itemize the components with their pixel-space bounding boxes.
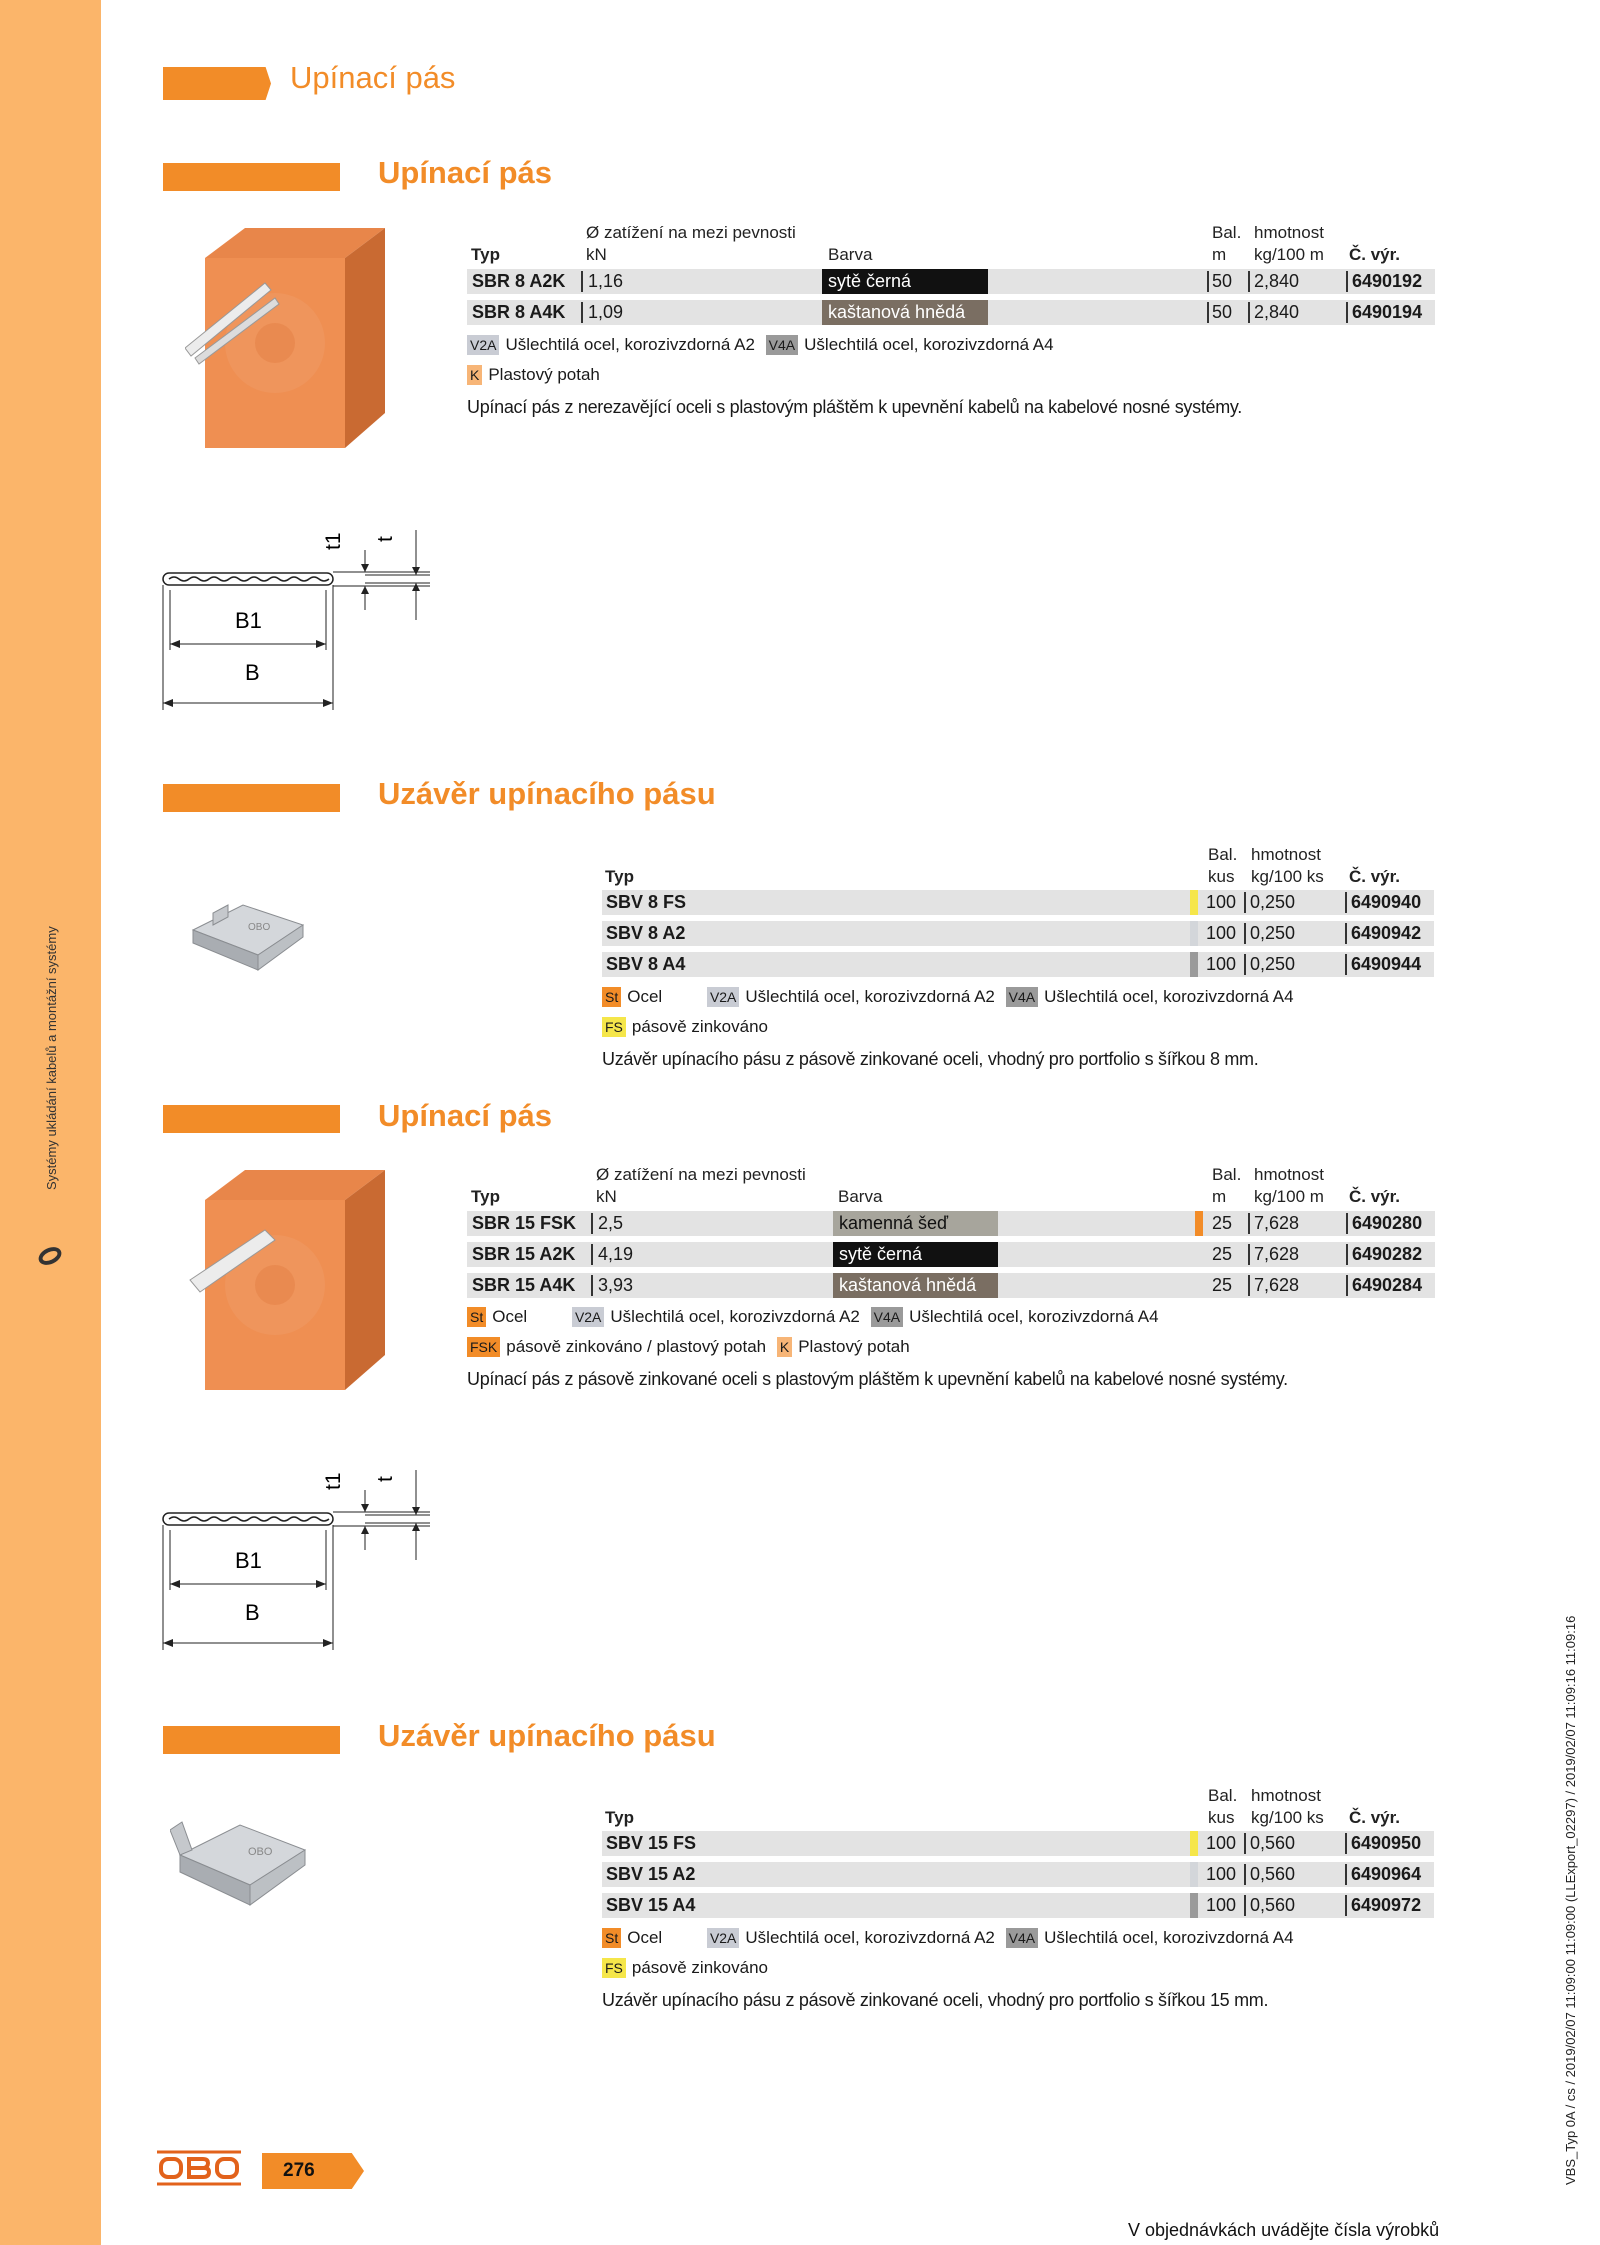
- hdr-weight: hmotnost: [1251, 845, 1321, 864]
- table-row: [467, 1242, 1435, 1267]
- badge-v4a: V4A: [766, 335, 798, 355]
- hdr-art: Č. výr.: [1349, 245, 1401, 264]
- hdr-kg: kg/100 m: [1254, 245, 1324, 264]
- section-bar: [163, 1726, 340, 1754]
- color-band: sytě černá: [833, 1242, 998, 1267]
- row-article: 6490280: [1352, 1213, 1423, 1233]
- section-bar: [163, 163, 340, 191]
- hdr-kus: kus: [1208, 867, 1235, 886]
- row-bal: 100: [1206, 1895, 1237, 1915]
- row-article: 6490194: [1352, 302, 1423, 322]
- row-bal: 100: [1206, 892, 1237, 912]
- badge-k: K: [777, 1337, 792, 1357]
- row-type: SBR 8 A4K: [472, 302, 566, 322]
- row-type: SBV 8 A2: [606, 923, 686, 943]
- sidebar-label: Systémy ukládání kabelů a montážní systémy: [44, 926, 59, 1190]
- buckle-photo: [188, 895, 308, 975]
- hdr-typ: Typ: [605, 1808, 634, 1827]
- dim-b1: B1: [235, 1548, 262, 1573]
- row-type: SBV 15 A2: [606, 1864, 696, 1884]
- section-title: Upínací pás: [378, 155, 552, 190]
- color-band: kaštanová hnědá: [833, 1273, 998, 1298]
- hdr-bal: Bal.: [1208, 1786, 1238, 1805]
- hdr-typ: Typ: [605, 867, 634, 886]
- hdr-barva: Barva: [828, 245, 873, 264]
- legend-text: Ocel: [492, 1307, 528, 1326]
- row-type: SBV 8 FS: [606, 892, 687, 912]
- badge-fsk: FSK: [467, 1337, 500, 1357]
- finish-chip: [1190, 890, 1198, 915]
- finish-chip: [1195, 1211, 1203, 1236]
- section-title: Uzávěr upínacího pásu: [378, 776, 716, 811]
- row-kn: 1,09: [588, 302, 624, 322]
- hdr-weight: hmotnost: [1251, 1786, 1321, 1805]
- dim-t1: t1: [322, 1472, 345, 1490]
- row-weight: 7,628: [1254, 1213, 1300, 1233]
- hdr-barva: Barva: [838, 1187, 883, 1206]
- material-legend: [602, 985, 1294, 1009]
- tape-coil-photo: [185, 1170, 395, 1392]
- table-row: [467, 1211, 1435, 1236]
- finish-chip: [1190, 921, 1198, 946]
- badge-fs: FS: [602, 1017, 626, 1037]
- hdr-kg: kg/100 ks: [1251, 867, 1324, 886]
- table-row: [467, 300, 1435, 325]
- row-article: 6490972: [1351, 1895, 1422, 1915]
- hdr-m: m: [1212, 245, 1227, 264]
- hdr-m: m: [1212, 1187, 1227, 1206]
- row-type: SBR 15 A4K: [472, 1275, 576, 1295]
- legend-text: Ušlechtilá ocel, korozivzdorná A4: [1044, 1928, 1294, 1947]
- badge-v2a: V2A: [707, 987, 739, 1007]
- row-bal: 100: [1206, 1864, 1237, 1884]
- legend-text: Ocel: [627, 1928, 663, 1947]
- legend-text: pásově zinkováno / plastový potah: [506, 1337, 767, 1356]
- table-row: [467, 269, 1435, 294]
- hdr-bal: Bal.: [1212, 223, 1242, 242]
- dim-b: B: [245, 1600, 260, 1625]
- product-description: Uzávěr upínacího pásu z pásově zinkované oceli, vhodný pro portfolio s šířkou 15 mm.: [602, 1990, 1269, 2010]
- legend-text: Ušlechtilá ocel, korozivzdorná A4: [909, 1307, 1159, 1326]
- color-band: sytě černá: [822, 269, 988, 294]
- row-article: 6490940: [1351, 892, 1422, 912]
- badge-st: St: [602, 987, 621, 1007]
- hdr-kn: kN: [596, 1187, 617, 1206]
- row-article: 6490282: [1352, 1244, 1423, 1264]
- row-article: 6490964: [1351, 1864, 1422, 1884]
- legend-text: pásově zinkováno: [631, 1017, 768, 1036]
- dim-t1: t1: [322, 532, 345, 550]
- row-weight: 7,628: [1254, 1244, 1300, 1264]
- material-legend: [602, 1926, 1294, 1950]
- section-bar: [163, 784, 340, 812]
- row-weight: 0,250: [1250, 954, 1296, 974]
- hdr-weight: hmotnost: [1254, 223, 1324, 242]
- legend-text: Plastový potah: [488, 365, 600, 384]
- row-kn: 3,93: [598, 1275, 634, 1295]
- row-bal: 25: [1212, 1213, 1233, 1233]
- finish-legend: [467, 1335, 910, 1359]
- badge-v4a: V4A: [1006, 987, 1038, 1007]
- row-weight: 0,560: [1250, 1833, 1296, 1853]
- row-weight: 2,840: [1254, 302, 1300, 322]
- hdr-weight: hmotnost: [1254, 1165, 1324, 1184]
- color-band: kaštanová hnědá: [822, 300, 988, 325]
- hdr-load: Ø zatížení na mezi pevnosti: [586, 223, 796, 242]
- row-kn: 4,19: [598, 1244, 634, 1264]
- row-bal: 100: [1206, 1833, 1237, 1853]
- row-weight: 0,560: [1250, 1895, 1296, 1915]
- badge-v2a: V2A: [572, 1307, 604, 1327]
- table-row: [602, 1893, 1434, 1918]
- badge-v2a: V2A: [707, 1928, 739, 1948]
- row-bal: 25: [1212, 1244, 1233, 1264]
- row-type: SBR 15 A2K: [472, 1244, 576, 1264]
- badge-st: St: [602, 1928, 621, 1948]
- row-type: SBV 8 A4: [606, 954, 686, 974]
- finish-chip: [1190, 1862, 1198, 1887]
- hdr-typ: Typ: [471, 245, 500, 264]
- table-row: [602, 1831, 1434, 1856]
- finish-legend: [602, 1015, 768, 1039]
- product-description: Upínací pás z pásově zinkované oceli s plastovým pláštěm k upevnění kabelů na kabelové nosné systémy.: [467, 1369, 1288, 1389]
- material-legend: [467, 1305, 1159, 1329]
- svg-text:OBO: OBO: [248, 1846, 273, 1858]
- row-bal: 100: [1206, 923, 1237, 943]
- buckle-photo: [170, 1810, 310, 1910]
- page-title: Upínací pás: [290, 60, 456, 95]
- finish-legend: [467, 363, 600, 387]
- legend-text: Ušlechtilá ocel, korozivzdorná A4: [804, 335, 1054, 354]
- finish-chip: [1190, 1893, 1198, 1918]
- row-type: SBV 15 A4: [606, 1895, 696, 1915]
- table-row: [467, 1273, 1435, 1298]
- row-weight: 0,560: [1250, 1864, 1296, 1884]
- hdr-load: Ø zatížení na mezi pevnosti: [596, 1165, 806, 1184]
- row-bal: 50: [1212, 302, 1233, 322]
- hdr-kg: kg/100 ks: [1251, 1808, 1324, 1827]
- dimension-drawing: [160, 520, 435, 720]
- table-row: [602, 1862, 1434, 1887]
- row-article: 6490950: [1351, 1833, 1422, 1853]
- badge-v2a: V2A: [467, 335, 499, 355]
- svg-text:OBO: OBO: [248, 922, 271, 933]
- hdr-bal: Bal.: [1208, 845, 1238, 864]
- badge-v4a: V4A: [1006, 1928, 1038, 1948]
- badge-fs: FS: [602, 1958, 626, 1978]
- finish-legend: [602, 1956, 768, 1980]
- table-row: [602, 952, 1434, 977]
- row-bal: 50: [1212, 271, 1233, 291]
- finish-chip: [1190, 1831, 1198, 1856]
- section-bar: [163, 1105, 340, 1133]
- row-article: 6490942: [1351, 923, 1422, 943]
- dim-b1: B1: [235, 608, 262, 633]
- row-weight: 0,250: [1250, 923, 1296, 943]
- material-legend: [467, 333, 1054, 357]
- finish-chip: [1190, 952, 1198, 977]
- badge-v4a: V4A: [871, 1307, 903, 1327]
- legend-text: pásově zinkováno: [631, 1958, 768, 1977]
- legend-text: Ušlechtilá ocel, korozivzdorná A4: [1044, 987, 1294, 1006]
- hdr-bal: Bal.: [1212, 1165, 1242, 1184]
- section-title: Upínací pás: [378, 1098, 552, 1133]
- header-tab: [163, 67, 271, 100]
- row-bal: 25: [1212, 1275, 1233, 1295]
- row-article: 6490192: [1352, 271, 1423, 291]
- tape-coil-photo: [185, 228, 395, 450]
- obo-logo: [157, 2150, 241, 2186]
- dim-t: t: [374, 536, 397, 542]
- hdr-art: Č. výr.: [1349, 1808, 1401, 1827]
- dimension-drawing: [160, 1460, 435, 1660]
- row-article: 6490944: [1351, 954, 1422, 974]
- row-type: SBV 15 FS: [606, 1833, 697, 1853]
- product-description: Uzávěr upínacího pásu z pásově zinkované oceli, vhodný pro portfolio s šířkou 8 mm.: [602, 1049, 1259, 1069]
- row-weight: 7,628: [1254, 1275, 1300, 1295]
- row-kn: 2,5: [598, 1213, 624, 1233]
- legend-text: Ušlechtilá ocel, korozivzdorná A2: [505, 335, 755, 354]
- hdr-art: Č. výr.: [1349, 1187, 1401, 1206]
- section-title: Uzávěr upínacího pásu: [378, 1718, 716, 1753]
- legend-text: Ušlechtilá ocel, korozivzdorná A2: [745, 1928, 995, 1947]
- hdr-kg: kg/100 m: [1254, 1187, 1324, 1206]
- hdr-typ: Typ: [471, 1187, 500, 1206]
- row-weight: 2,840: [1254, 271, 1300, 291]
- row-kn: 1,16: [588, 271, 624, 291]
- legend-text: Ocel: [627, 987, 663, 1006]
- hdr-art: Č. výr.: [1349, 867, 1401, 886]
- badge-k: K: [467, 365, 482, 385]
- badge-st: St: [467, 1307, 486, 1327]
- legend-text: Ušlechtilá ocel, korozivzdorná A2: [610, 1307, 860, 1326]
- row-weight: 0,250: [1250, 892, 1296, 912]
- page-number: 276: [283, 2160, 315, 2181]
- hdr-kn: kN: [586, 245, 607, 264]
- legend-text: Plastový potah: [798, 1337, 910, 1356]
- table-row: [602, 890, 1434, 915]
- row-article: 6490284: [1352, 1275, 1423, 1295]
- product-description: Upínací pás z nerezavějící oceli s plastovým pláštěm k upevnění kabelů na kabelové nosné systémy.: [467, 397, 1242, 417]
- dim-t: t: [374, 1476, 397, 1482]
- row-type: SBR 8 A2K: [472, 271, 566, 291]
- print-metadata: VBS_Typ 0A / cs / 2019/02/07 11:09:00 11:09:00 (LLExport_02297) / 2019/02/07 11:09:16 11:09:16: [1563, 1615, 1578, 2185]
- footer-note: V objednávkách uvádějte čísla výrobků: [1128, 2220, 1440, 2240]
- legend-text: Ušlechtilá ocel, korozivzdorná A2: [745, 987, 995, 1006]
- table-row: [602, 921, 1434, 946]
- row-type: SBR 15 FSK: [472, 1213, 577, 1233]
- color-band: kamenná šeď: [833, 1211, 998, 1236]
- row-bal: 100: [1206, 954, 1237, 974]
- hdr-kus: kus: [1208, 1808, 1235, 1827]
- dim-b: B: [245, 660, 260, 685]
